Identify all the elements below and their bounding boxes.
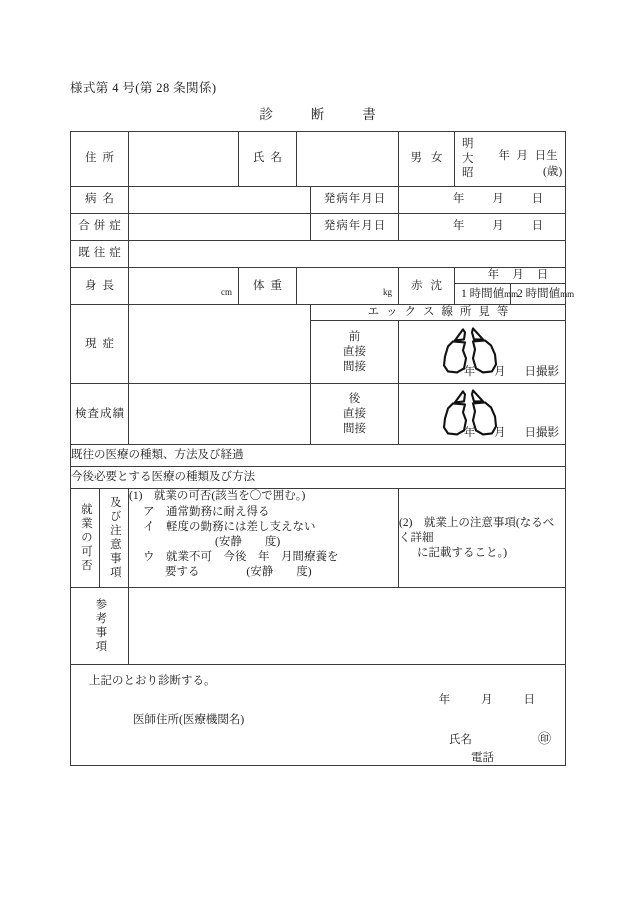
complication-row	[71, 214, 566, 241]
certificate-table	[70, 131, 575, 766]
xray-header-row	[71, 305, 566, 321]
footer-cell	[71, 665, 566, 766]
disease-name-row	[71, 187, 566, 214]
front-shot-day: 日撮影	[524, 366, 559, 379]
xray-back-shot-date[interactable]	[464, 426, 559, 441]
medical-history-input[interactable]	[129, 241, 566, 268]
medical-history-row	[71, 241, 566, 268]
esr-2h-cell[interactable]	[511, 284, 575, 305]
xray-back-row	[71, 384, 566, 445]
birth-year: 年	[498, 150, 510, 162]
age-unit: 歳)	[546, 166, 563, 178]
future-treatment-row	[71, 467, 566, 489]
medical-history-label: 既往症	[71, 241, 129, 268]
xray-back-label-3: 間接	[343, 422, 366, 435]
birth-age	[543, 165, 563, 180]
esr-1h-unit: mm	[504, 288, 519, 299]
reference-vertical-label: 参考事項	[71, 588, 129, 665]
work-item2-title: (2) 就業上の注意事項(なるべく詳細	[399, 516, 555, 544]
esr-2h-label: 2 時間値	[517, 287, 561, 300]
birthdate-cell[interactable]	[455, 132, 566, 187]
birth-ymd	[495, 149, 561, 164]
xray-back-image-cell[interactable]	[399, 384, 566, 445]
exam-results-label: 検査成績	[71, 384, 129, 445]
complication-onset-label: 発病年月日	[311, 214, 399, 241]
back-shot-month: 月	[494, 427, 506, 440]
complication-input[interactable]	[129, 214, 311, 241]
weight-unit: kg	[383, 287, 392, 298]
work-vertical-label-left: 就業の可否	[71, 489, 100, 588]
reference-input[interactable]	[129, 588, 566, 665]
disease-name-label: 病名	[71, 187, 129, 214]
complication-label: 合併症	[71, 214, 129, 241]
work-item1-title: (1) 就業の可否(該当を〇で囲む。)	[129, 490, 306, 503]
doctor-name-label[interactable]: 氏名	[449, 734, 472, 747]
sex-label[interactable]: 男女	[399, 132, 455, 187]
xray-front-shot-date[interactable]	[464, 365, 559, 380]
current-symptoms-input[interactable]	[129, 305, 311, 384]
past-treatment-row	[71, 445, 566, 467]
name-input[interactable]	[297, 132, 399, 187]
xray-findings-header: エックス線所見等	[311, 305, 566, 321]
front-shot-year: 年	[463, 366, 476, 379]
name-label: 氏名	[239, 132, 297, 187]
weight-label: 体重	[239, 268, 297, 305]
page-title: 診断書	[259, 107, 414, 122]
xray-front-label-3: 間接	[343, 360, 366, 373]
complication-onset-cell[interactable]	[399, 214, 566, 241]
comp-onset-day: 日	[531, 220, 544, 233]
xray-front-label-1: 前	[348, 330, 361, 343]
onset-month: 月	[492, 193, 504, 206]
birth-month: 月	[516, 150, 528, 162]
measurements-row-top	[71, 268, 566, 284]
era-options[interactable]	[462, 137, 474, 181]
height-input[interactable]	[129, 268, 239, 305]
comp-onset-year: 年	[452, 220, 465, 233]
esr-1h-cell[interactable]	[455, 284, 519, 305]
reference-row	[71, 588, 566, 665]
esr-date-cell[interactable]	[455, 268, 566, 284]
address-label: 住所	[71, 132, 129, 187]
work-option-c-rest: (安静 度)	[246, 566, 312, 579]
work-item2-cont: に記載すること。)	[417, 546, 508, 559]
height-label: 身長	[71, 268, 129, 305]
address-input[interactable]	[129, 132, 239, 187]
exam-results-input[interactable]	[129, 384, 311, 445]
doctor-address-label[interactable]: 医師住所(医療機関名)	[133, 714, 245, 727]
work-capability-options[interactable]	[129, 489, 399, 588]
esr-1h-label: 1 時間値	[461, 287, 505, 300]
work-vertical-label-right: 及び注意事項	[100, 489, 129, 588]
past-treatment-label[interactable]: 既往の医療の種類、方法及び経過	[71, 445, 566, 467]
seal-icon: ㊞	[537, 731, 551, 747]
xray-back-label-1: 後	[348, 392, 361, 405]
xray-front-image-cell[interactable]	[399, 321, 566, 384]
front-shot-month: 月	[494, 366, 506, 379]
xray-back-direction	[311, 384, 399, 445]
form-number: 様式第 4 号(第 28 条関係)	[70, 81, 217, 95]
work-option-a[interactable]: ア 通常勤務に耐え得る	[143, 505, 270, 518]
onset-year: 年	[452, 193, 465, 206]
identity-row	[71, 132, 566, 187]
onset-date-label: 発病年月日	[311, 187, 399, 214]
back-shot-day: 日撮影	[524, 427, 559, 440]
current-symptoms-label: 現症	[71, 305, 129, 384]
comp-onset-month: 月	[492, 220, 504, 233]
onset-day: 日	[531, 193, 544, 206]
work-capability-row	[71, 489, 566, 588]
xray-front-direction	[311, 321, 399, 384]
age-open-paren: (	[543, 166, 547, 178]
era-meiji[interactable]: 明	[462, 138, 474, 150]
work-option-b[interactable]: イ 軽度の勤務には差し支えない	[143, 520, 316, 533]
cert-month: 月	[481, 694, 493, 707]
esr-month: 月	[512, 269, 524, 281]
birth-day: 日生	[534, 150, 558, 162]
footer-row	[71, 665, 566, 766]
declaration-text: 上記のとおり診断する。	[89, 675, 216, 688]
xray-front-label-2: 直接	[343, 345, 366, 358]
era-showa[interactable]: 昭	[462, 167, 474, 180]
work-precautions-cell[interactable]	[399, 489, 566, 588]
cert-day: 日	[523, 694, 535, 707]
height-unit: cm	[221, 287, 232, 298]
xray-back-label-2: 直接	[343, 407, 366, 420]
esr-2h-unit: mm	[560, 288, 575, 299]
cert-year: 年	[438, 694, 451, 707]
era-taisho[interactable]: 大	[462, 152, 474, 165]
work-option-c-line2[interactable]	[129, 565, 398, 580]
work-option-b-rest[interactable]: (安静 度)	[215, 535, 281, 548]
work-option-c-cont: 要する	[165, 566, 200, 579]
esr-year: 年	[487, 269, 500, 281]
work-option-c[interactable]: ウ 就業不可 今後 年 月間療養を	[143, 551, 339, 564]
certificate-date[interactable]	[439, 693, 535, 708]
future-treatment-label[interactable]: 今後必要とする医療の種類及び方法	[71, 467, 566, 489]
esr-day: 日	[536, 269, 549, 281]
onset-date-cell[interactable]	[399, 187, 566, 214]
esr-label: 赤沈	[399, 268, 455, 305]
doctor-phone-label[interactable]: 電話	[471, 752, 494, 765]
disease-name-input[interactable]	[129, 187, 311, 214]
weight-input[interactable]	[297, 268, 399, 305]
back-shot-year: 年	[463, 427, 476, 440]
